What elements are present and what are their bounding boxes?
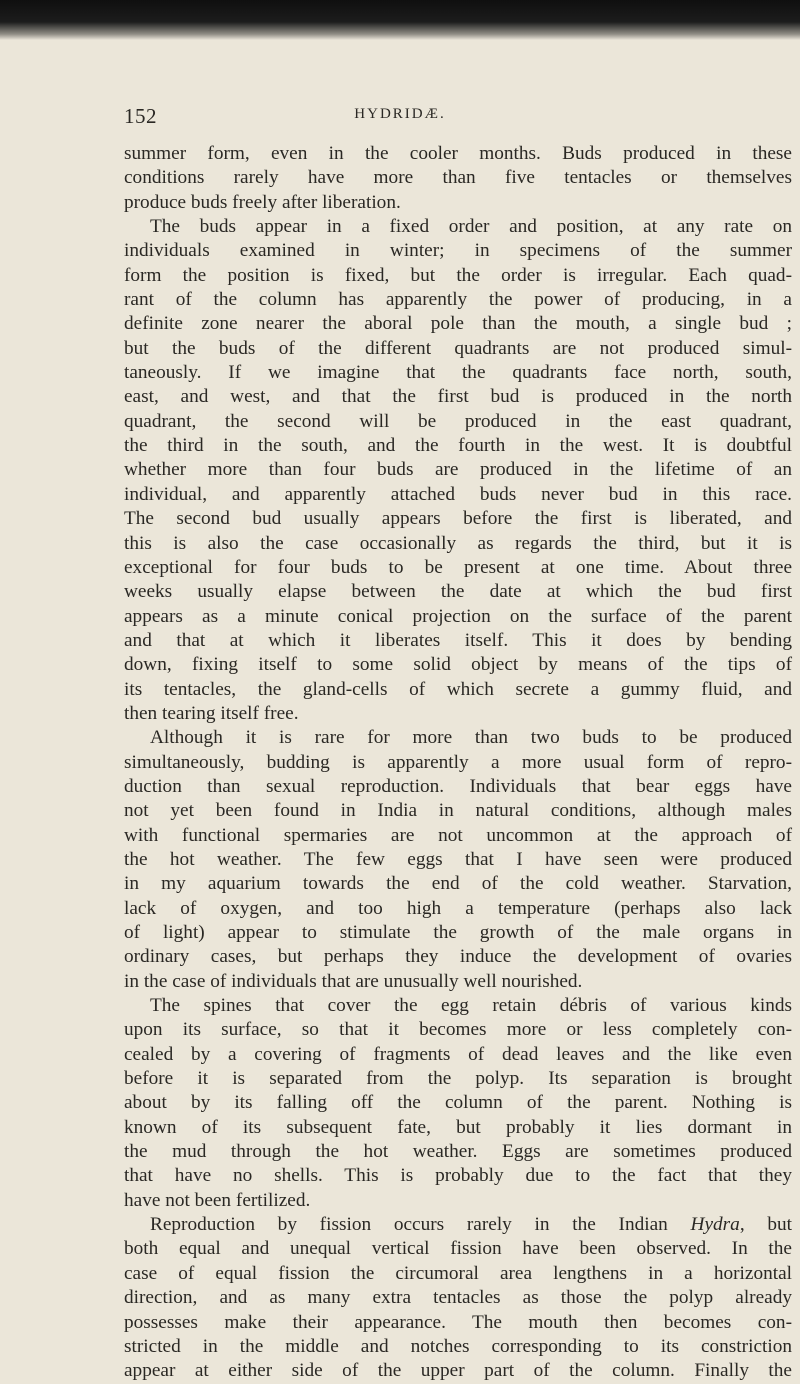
text-line: ordinary cases, but perhaps they induce the development of ovaries [124, 946, 792, 968]
text-line: about by its falling off the column of the parent. Nothing is [124, 1092, 792, 1114]
text-line: cealed by a covering of fragments of dead leaves and the like even [124, 1043, 792, 1065]
text-line: appear at either side of the upper part of the column. Finally the [124, 1360, 792, 1382]
text-line: conditions rarely have more than five tentacles or themselves [124, 167, 792, 189]
text-line: simultaneously, budding is apparently a more usual form of repro- [124, 751, 792, 773]
text-line: have not been fertilized. [124, 1189, 311, 1211]
text-line: with functional spermaries are not uncommon at the approach of [124, 824, 792, 846]
text-line: The spines that cover the egg retain débris of various kinds [150, 995, 792, 1017]
text-line: this is also the case occasionally as regards the third, but it is [124, 532, 792, 554]
text-line: summer form, even in the cooler months. Buds produced in these [124, 143, 792, 164]
text-line: weeks usually elapse between the date at which the bud first [124, 581, 792, 603]
running-title: HYDRIDÆ. [354, 106, 446, 122]
text-line: exceptional for four buds to be present at one time. About three [124, 556, 792, 578]
text-line: The buds appear in a fixed order and position, at any rate on [150, 216, 792, 238]
text-line: in my aquarium towards the end of the cold weather. Starvation, [124, 873, 792, 895]
text-segment: Reproduction by fission occurs rarely in the Indian [150, 1214, 668, 1236]
text-line [124, 1213, 792, 1237]
text-line: individuals examined in winter; in specimens of the summer [124, 240, 792, 262]
text-line: quadrant, the second will be produced in the east quadrant, [124, 410, 792, 432]
page-number: 152 [124, 104, 157, 128]
text-line: definite zone nearer the aboral pole than the mouth, a single bud ; [124, 313, 792, 335]
text-line: stricted in the middle and notches corresponding to its constriction [124, 1335, 792, 1357]
text-line: the mud through the hot weather. Eggs are sometimes produced [124, 1141, 792, 1163]
text-line: known of its subsequent fate, but probably it lies dormant in [124, 1116, 792, 1138]
text-line: form the position is fixed, but the order is irregular. Each quad- [124, 264, 792, 286]
text-line: rant of the column has apparently the power of producing, in a [124, 289, 792, 311]
text-line: both equal and unequal vertical fission have been observed. In the [124, 1238, 792, 1260]
text-line: The second bud usually appears before the first is liberated, and [124, 508, 792, 530]
text-line: east, and west, and that the first bud is produced in the north [124, 386, 792, 408]
text-line: Although it is rare for more than two buds to be produced [150, 727, 792, 749]
text-line: that have no shells. This is probably due to the fact that they [124, 1165, 792, 1187]
text-line: case of equal fission the circumoral area lengthens in a horizontal [124, 1262, 792, 1284]
text-line: appears as a minute conical projection on the surface of the parent [124, 605, 792, 627]
text-segment: , but [739, 1214, 792, 1236]
body-text [124, 142, 792, 1384]
italic-term: Hydra [690, 1214, 740, 1236]
text-line: possesses make their appearance. The mouth then becomes con- [124, 1311, 792, 1333]
text-line: but the buds of the different quadrants are not produced simul- [124, 337, 792, 359]
text-line: the hot weather. The few eggs that I have seen were produced [124, 848, 792, 870]
text-line: in the case of individuals that are unusually well nourished. [124, 970, 583, 992]
text-line: individual, and apparently attached buds never bud in this race. [124, 483, 792, 505]
text-line: the third in the south, and the fourth in the west. It is doubtful [124, 435, 792, 457]
text-line: direction, and as many extra tentacles as those the polyp already [124, 1287, 792, 1309]
text-line: not yet been found in India in natural conditions, although males [124, 800, 792, 822]
text-line: of light) appear to stimulate the growth of the male organs in [124, 922, 792, 943]
text-line: duction than sexual reproduction. Individuals that bear eggs have [124, 775, 792, 797]
text-line: whether more than four buds are produced in the lifetime of an [124, 459, 792, 481]
text-line: upon its surface, so that it becomes more or less completely con- [124, 1019, 792, 1041]
text-line: before it is separated from the polyp. Its separation is brought [124, 1068, 792, 1090]
text-line: lack of oxygen, and too high a temperature (perhaps also lack [124, 897, 792, 919]
text-line: then tearing itself free. [124, 702, 299, 724]
text-line: produce buds freely after liberation. [124, 191, 401, 213]
text-line: and that at which it liberates itself. This it does by bending [124, 629, 792, 651]
text-line: down, fixing itself to some solid object by means of the tips of [124, 654, 792, 676]
text-line: its tentacles, the gland-cells of which secrete a gummy fluid, and [124, 678, 792, 700]
text-line: taneously. If we imagine that the quadrants face north, south, [124, 362, 792, 384]
